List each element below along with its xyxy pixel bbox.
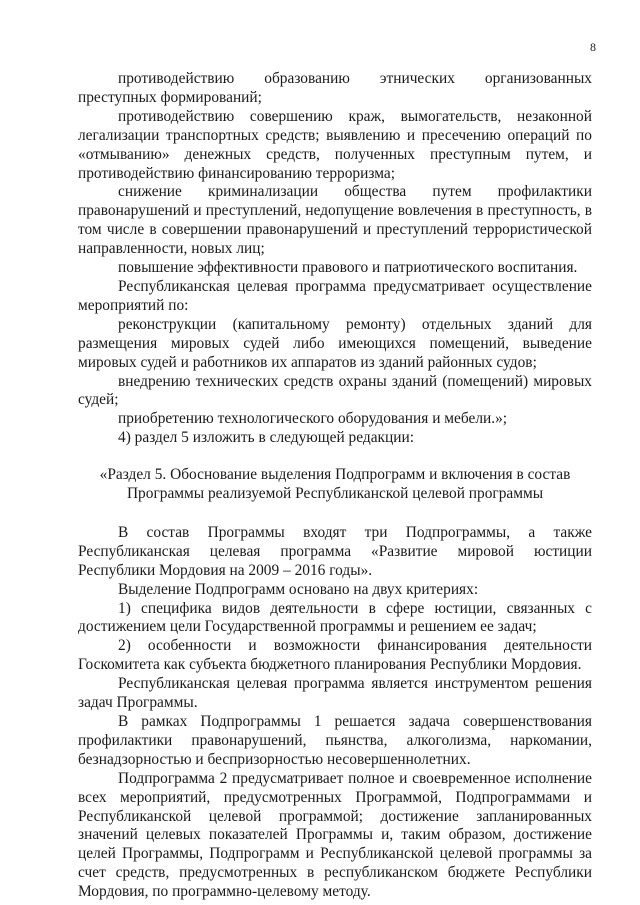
paragraph: 1) специфика видов деятельности в сфере юстиции, связанных с достижением цели Государственной программы и решением ее задач;	[78, 599, 592, 636]
document-body	[78, 70, 592, 902]
paragraph: Республиканская целевая программа предусматривает осуществление мероприятий по:	[78, 277, 592, 314]
paragraph: противодействию совершению краж, вымогательств, незаконной легализации транспортных средств; выявлению и пресечению операций по «отмыванию» денежных средств, полученных преступным путем, и противодействию финансированию терроризма;	[78, 107, 592, 182]
paragraph: Республиканская целевая программа является инструментом решения задач Программы.	[78, 675, 592, 712]
paragraph: В рамках Подпрограммы 1 решается задача совершенствования профилактики правонарушений, пьянства, алкоголизма, наркомании, безнадзорностью и беспризорностью несовершеннолетних.	[78, 713, 592, 768]
paragraph: повышение эффективности правового и патриотического воспитания.	[118, 259, 578, 277]
paragraph: 4) раздел 5 изложить в следующей редакции:	[118, 429, 414, 447]
paragraph: 2) особенности и возможности финансирования деятельности Госкомитета как субъекта бюджетного планирования Республики Мордовия.	[78, 637, 592, 674]
paragraph: Подпрограмма 2 предусматривает полное и своевременное исполнение всех мероприятий, предусмотренных Программой, Подпрограммами и Республиканской целевой программой; достижение запланированных значений целевых показателей Программы и, таким образом, достижение целей Программы, Подпрограмм и Республиканской целевой программы за счет средств, предусмотренных в республиканском бюджете Республики Мордовия, по программно-целевому методу.	[78, 769, 592, 901]
section-heading: «Раздел 5. Обоснование выделения Подпрограмм и включения в состав Программы реализуемой Республиканской целевой программы	[99, 466, 571, 503]
paragraph: снижение криминализации общества путем профилактики правонарушений и преступлений, недопущение вовлечения в преступность, в том числе в совершении правонарушений и преступлений террористической направленности, новых лиц;	[78, 183, 592, 258]
paragraph: реконструкции (капитальному ремонту) отдельных зданий для размещения мировых судей либо имеющихся помещений, выведение мировых судей и работников их аппаратов из зданий районных судов;	[78, 315, 592, 371]
paragraph: В состав Программы входят три Подпрограммы, а также Республиканская целевая программа «Развитие мировой юстиции Республики Мордовия на 2009 – 2016 годы».	[78, 523, 592, 579]
paragraph: противодействию образованию этнических организованных преступных формирований;	[78, 70, 592, 106]
page-number: 8	[590, 40, 596, 54]
paragraph: приобретению технологического оборудования и мебели.»;	[118, 410, 508, 428]
paragraph: Выделение Подпрограмм основано на двух критериях:	[118, 580, 479, 598]
paragraph: внедрению технических средств охраны зданий (помещений) мировых судей;	[78, 372, 592, 409]
